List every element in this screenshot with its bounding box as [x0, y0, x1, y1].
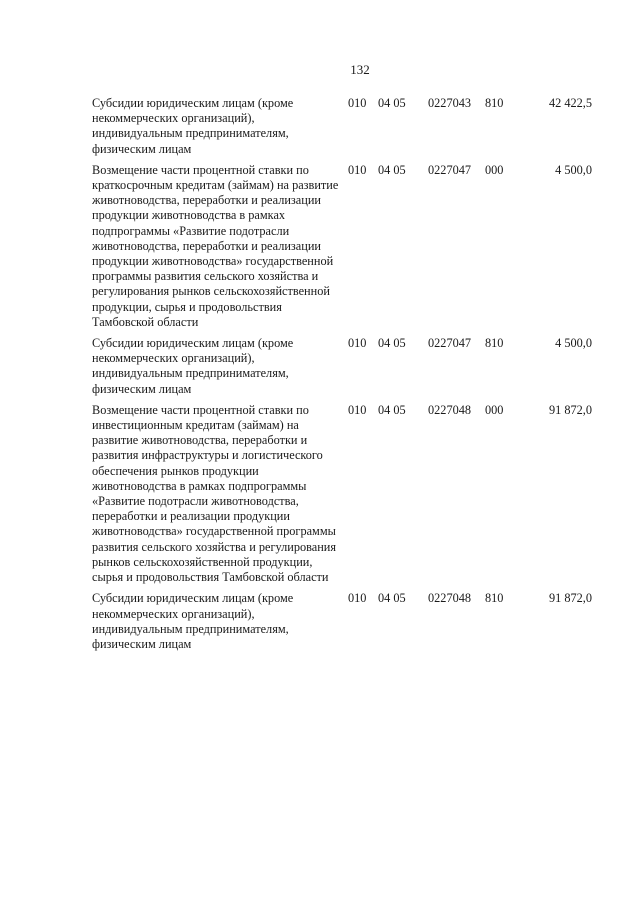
- row-section-code: 04 05: [378, 162, 406, 177]
- row-amount: 42 422,5: [548, 96, 592, 110]
- row-amount: 4 500,0: [555, 336, 592, 351]
- row-target-code: 0227043: [428, 96, 472, 110]
- row-target-code: 0227047: [428, 336, 472, 351]
- row-grbs-code: 010: [348, 402, 367, 417]
- row-grbs-code: 010: [348, 336, 367, 351]
- table-row: [92, 96, 592, 157]
- row-grbs-code: 010: [348, 591, 367, 606]
- table-row: [92, 336, 592, 397]
- row-section-code: 04 05: [378, 96, 406, 110]
- row-grbs-code: 010: [348, 162, 367, 177]
- row-section-code: 04 05: [378, 591, 406, 606]
- row-target-code: 0227048: [428, 591, 472, 606]
- row-target-code: 0227048: [428, 402, 472, 417]
- row-expense-type-code: 810: [485, 591, 504, 606]
- row-amount: 4 500,0: [555, 162, 592, 177]
- row-expense-type-code: 000: [485, 402, 504, 417]
- row-expense-type-code: 810: [485, 336, 504, 351]
- budget-table: [92, 96, 592, 658]
- table-row: [92, 403, 592, 585]
- row-amount: 91 872,0: [548, 591, 592, 606]
- row-grbs-code: 010: [348, 96, 367, 110]
- row-description: Субсидии юридическим лицам (кроме некоммерческих организаций), индивидуальным предпринимателям, физическим лицам: [92, 96, 294, 156]
- row-description: Субсидии юридическим лицам (кроме некоммерческих организаций), индивидуальным предпринимателям, физическим лицам: [92, 591, 294, 651]
- page-number: 132: [350, 62, 370, 77]
- table-row: [92, 163, 592, 330]
- row-section-code: 04 05: [378, 402, 406, 417]
- row-description: Возмещение части процентной ставки по инвестиционным кредитам (займам) на развитие животноводства, переработки и развития инфраструктуры и логистического обеспечения рынков продукции животноводства в рамках подпрограммы «Развитие подотрасли животноводства, переработки и реализации продукции животноводства» государственной программы развития сельского хозяйства и регулирования рынков сельскохозяйственной продукции, сырья и продовольствия Тамбовской области: [92, 402, 337, 585]
- row-expense-type-code: 000: [485, 162, 504, 177]
- row-target-code: 0227047: [428, 162, 472, 177]
- row-amount: 91 872,0: [548, 402, 592, 417]
- row-description: Субсидии юридическим лицам (кроме некоммерческих организаций), индивидуальным предпринимателям, физическим лицам: [92, 336, 294, 396]
- row-description: Возмещение части процентной ставки по краткосрочным кредитам (займам) на развитие животноводства, переработки и реализации продукции животноводства в рамках подпрограммы «Развитие подотрасли животноводства, переработки и реализации продукции животноводства» государственной программы развития сельского хозяйства и регулирования рынков сельскохозяйственной продукции, сырья и продовольствия Тамбовской области: [92, 162, 339, 329]
- row-section-code: 04 05: [378, 336, 406, 351]
- table-row: [92, 591, 592, 652]
- row-expense-type-code: 810: [485, 96, 504, 110]
